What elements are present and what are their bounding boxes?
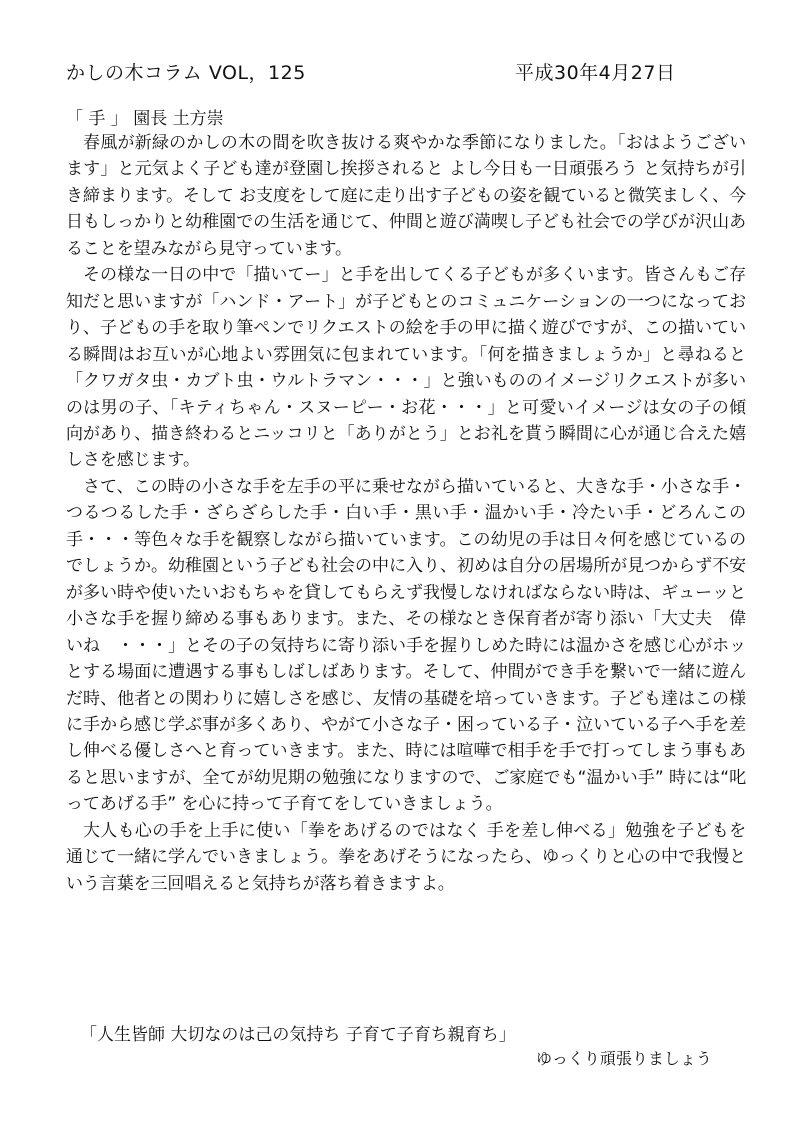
paragraph: 大人も心の手を上手に使い「拳をあげるのではなく 手を差し伸べる」勉強を子どもを通じて一緒に学んでいきましょう。拳をあげそうになったら、ゆっくりと心の中で我慢という言葉を三回唱えると気持ちが落ち着きますよ。 [66, 820, 746, 894]
paragraph: さて、この時の小さな手を左手の平に乗せながら描いていると、大きな手・小さな手・つるつるした手・ざらざらした手・白い手・黒い手・温かい手・冷たい手・どろんこの手・・・等色々な手を観察しながら描いています。この幼児の手は日々何を感じているのでしょうか。幼稚園という子ども社会の中に入り、初めは自分の居場所が見つからず不安が多い時や使いたいおもちゃを貸してもらえず我慢しなければならない時は、ギューッと小さな手を握り締める事もあります。また、その様なとき保育者が寄り添い「大丈夫 偉いね ・・・」とその子の気持ちに寄り添い手を握りしめた時には温かさを感じ心がホッとする場面に遭遇する事もしばしばあります。そして、仲間ができ手を繋いで一緒に遊んだ時、他者との関わりに嬉しさを感じ、友情の基礎を培っていきます。子ども達はこの様に手から感じ学ぶ事が多くあり、やがて小さな子・困っている子・泣いている子へ手を差し伸べる優しさへと育っていきます。また、時には喧嘩で相手を手で打ってしまう事もあると思いますが、全てが幼児期の勉強になりますので、ご家庭でも“温かい手” 時には“叱ってあげる手” を心に持って子育てをしていきましょう。 [66, 476, 746, 815]
column-title: かしの木コラム VOL，125 [66, 62, 306, 84]
closing-line: ゆっくり頑張りましょう [536, 1049, 712, 1068]
article-body [66, 130, 746, 897]
issue-date: 平成30年4月27日 [515, 62, 676, 84]
paragraph: 春風が新緑のかしの木の間を吹き抜ける爽やかな季節になりました。「おはようございます」と元気よく子ども達が登園し挨拶されると よし今日も一日頑張ろう と気持ちが引き締まります。そして お支度をして庭に走り出す子どもの姿を観ていると微笑ましく、今日もしっかりと幼稚園での生活を通じて、仲間と遊び満喫し子ども社会での学びが沢山あることを望みながら見守っています。 [66, 133, 746, 259]
article-subtitle: 「 手 」 園長 土方崇 [66, 109, 224, 129]
paragraph: その様な一日の中で「描いてー」と手を出してくる子どもが多くいます。皆さんもご存知だと思いますが「ハンド・アート」が子どもとのコミュニケーションの一つになっており、子どもの手を取り筆ペンでリクエストの絵を手の甲に描く遊びですが、この描いている瞬間はお互いが心地よい雰囲気に包まれています。「何を描きましょうか」と尋ねると「クワガタ虫・カブト虫・ウルトラマン・・・」と強いもののイメージリクエストが多いのは男の子、「キティちゃん・スヌーピー・お花・・・」と可愛いイメージは女の子の傾向があり、描き終わるとニッコリと「ありがとう」とお礼を貰う瞬間に心が通じ合えた嬉しさを感じます。 [66, 265, 746, 471]
motto: 「人生皆師 大切なのは己の気持ち 子育て子育ち親育ち」 [80, 1025, 516, 1045]
